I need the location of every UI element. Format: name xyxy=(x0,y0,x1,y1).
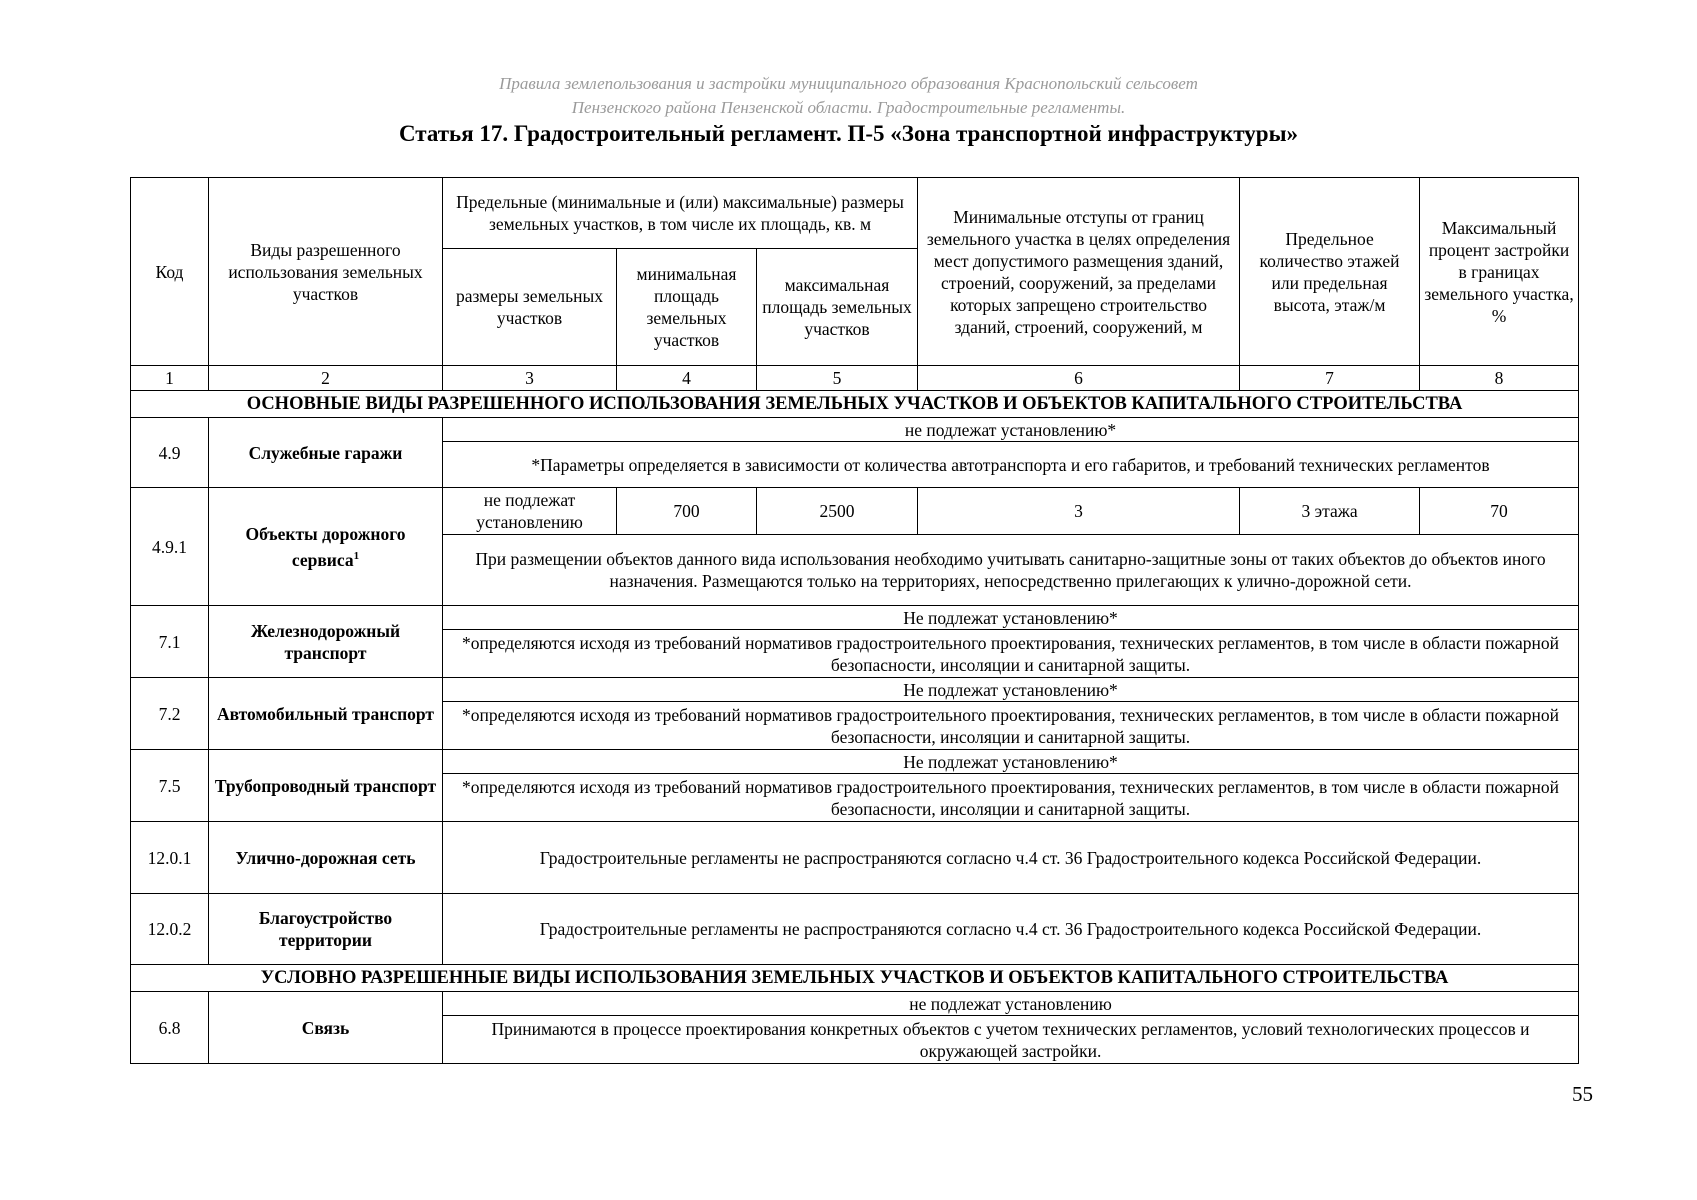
row-note-6-8: Принимаются в процессе проектирования конкретных объектов с учетом технических регламентов, условий технологических процессов и окружающей застройки. xyxy=(443,1016,1579,1064)
col-number: 3 xyxy=(443,366,617,391)
row-name-12-0-1: Улично-дорожная сеть xyxy=(209,822,443,894)
row-code-4-9: 4.9 xyxy=(131,418,209,488)
row-name-4-9-1-text: Объекты дорожного сервиса xyxy=(245,523,406,570)
row-note-7-5: *определяются исходя из требований нормативов градостроительного проектирования, технических регламентов, в том числе в области пожарной безопасности, инсоляции и санитарной защиты. xyxy=(443,774,1579,822)
row-note-4-9: *Параметры определяется в зависимости от количества автотранспорта и его габаритов, и требований технических регламентов xyxy=(443,442,1579,488)
row-code-12-0-1: 12.0.1 xyxy=(131,822,209,894)
regulation-table xyxy=(130,177,1579,1064)
row-setback-4-9-1: 3 xyxy=(918,488,1240,535)
running-header-line-1: Правила землепользования и застройки муниципального образования Краснопольский сельсовет xyxy=(499,74,1198,93)
col-header-floors: Предельное количество этажей или предельная высота, этаж/м xyxy=(1240,178,1420,366)
col-number: 1 xyxy=(131,366,209,391)
col-header-max-percent: Максимальный процент застройки в границах земельного участка, % xyxy=(1420,178,1579,366)
row-name-7-2: Автомобильный транспорт xyxy=(209,678,443,750)
col-header-setbacks: Минимальные отступы от границ земельного участка в целях определения мест допустимого размещения зданий, строений, сооружений, за пределами которых запрещено строительство зданий, строений, сооружений, м xyxy=(918,178,1240,366)
section-conditional-header: УСЛОВНО РАЗРЕШЕННЫЕ ВИДЫ ИСПОЛЬЗОВАНИЯ ЗЕМЕЛЬНЫХ УЧАСТКОВ И ОБЪЕКТОВ КАПИТАЛЬНОГО СТРОИТЕЛЬСТВА xyxy=(131,965,1579,992)
col-header-sizes: размеры земельных участков xyxy=(443,249,617,366)
row-note-7-1: *определяются исходя из требований нормативов градостроительного проектирования, технических регламентов, в том числе в области пожарной безопасности, инсоляции и санитарной защиты. xyxy=(443,630,1579,678)
row-name-4-9-1 xyxy=(209,488,443,606)
row-sizes-4-9-1: не подлежат установлению xyxy=(443,488,617,535)
running-header-line-2: Пензенского района Пензенской области. Градостроительные регламенты. xyxy=(571,98,1126,117)
row-name-12-0-2: Благоустройство территории xyxy=(209,894,443,965)
col-number: 4 xyxy=(617,366,757,391)
col-header-min-area: минимальная площадь земельных участков xyxy=(617,249,757,366)
footnote-marker: 1 xyxy=(353,549,360,562)
row-max-area-4-9-1: 2500 xyxy=(757,488,918,535)
row-params-4-9: не подлежат установлению* xyxy=(443,418,1579,442)
row-name-7-1: Железнодорожный транспорт xyxy=(209,606,443,678)
row-code-6-8: 6.8 xyxy=(131,992,209,1064)
col-header-code: Код xyxy=(131,178,209,366)
row-note-4-9-1: При размещении объектов данного вида использования необходимо учитывать санитарно-защитные зоны от таких объектов до объектов иного назначения. Размещаются только на территориях, непосредственно прилегающих к улично-дорожной сети. xyxy=(443,535,1579,606)
row-params-7-2: Не подлежат установлению* xyxy=(443,678,1579,702)
col-number: 2 xyxy=(209,366,443,391)
row-name-6-8: Связь xyxy=(209,992,443,1064)
row-percent-4-9-1: 70 xyxy=(1420,488,1579,535)
row-params-6-8: не подлежат установлению xyxy=(443,992,1579,1016)
page-number: 55 xyxy=(1572,1082,1593,1106)
row-note-7-2: *определяются исходя из требований нормативов градостроительного проектирования, технических регламентов, в том числе в области пожарной безопасности, инсоляции и санитарной защиты. xyxy=(443,702,1579,750)
row-code-7-1: 7.1 xyxy=(131,606,209,678)
row-floors-4-9-1: 3 этажа xyxy=(1240,488,1420,535)
col-number: 5 xyxy=(757,366,918,391)
col-number: 8 xyxy=(1420,366,1579,391)
row-name-4-9: Служебные гаражи xyxy=(209,418,443,488)
col-header-max-area: максимальная площадь земельных участков xyxy=(757,249,918,366)
row-text-12-0-1: Градостроительные регламенты не распространяются согласно ч.4 ст. 36 Градостроительного кодекса Российской Федерации. xyxy=(443,822,1579,894)
row-params-7-1: Не подлежат установлению* xyxy=(443,606,1579,630)
col-header-kinds: Виды разрешенного использования земельных участков xyxy=(209,178,443,366)
row-min-area-4-9-1: 700 xyxy=(617,488,757,535)
row-params-7-5: Не подлежат установлению* xyxy=(443,750,1579,774)
row-code-12-0-2: 12.0.2 xyxy=(131,894,209,965)
row-name-7-5: Трубопроводный транспорт xyxy=(209,750,443,822)
row-code-4-9-1: 4.9.1 xyxy=(131,488,209,606)
row-code-7-2: 7.2 xyxy=(131,678,209,750)
col-number: 7 xyxy=(1240,366,1420,391)
row-code-7-5: 7.5 xyxy=(131,750,209,822)
section-main-header: ОСНОВНЫЕ ВИДЫ РАЗРЕШЕННОГО ИСПОЛЬЗОВАНИЯ ЗЕМЕЛЬНЫХ УЧАСТКОВ И ОБЪЕКТОВ КАПИТАЛЬНОГО СТРОИТЕЛЬСТВА xyxy=(131,391,1579,418)
col-number: 6 xyxy=(918,366,1240,391)
article-title: Статья 17. Градостроительный регламент. П-5 «Зона транспортной инфраструктуры» xyxy=(398,121,1299,146)
row-text-12-0-2: Градостроительные регламенты не распространяются согласно ч.4 ст. 36 Градостроительного кодекса Российской Федерации. xyxy=(443,894,1579,965)
col-header-limits-group: Предельные (минимальные и (или) максимальные) размеры земельных участков, в том числе их площадь, кв. м xyxy=(443,178,918,249)
